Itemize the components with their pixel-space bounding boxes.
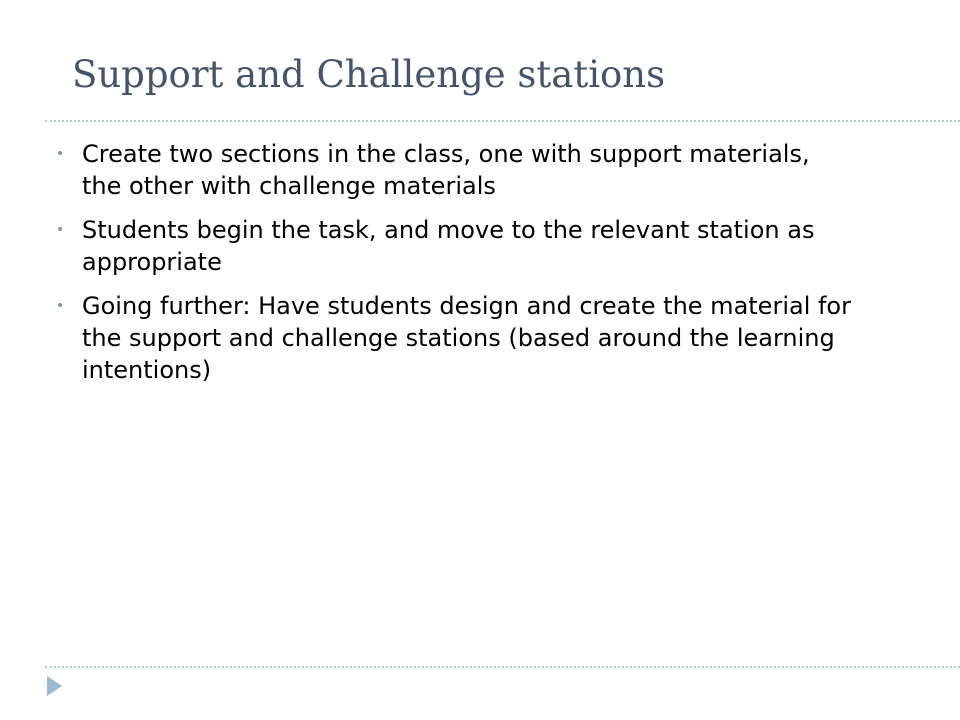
title-divider <box>45 120 960 122</box>
bullet-dot-icon: • <box>56 146 65 162</box>
bullet-text: Going further: Have students design and create the material for the support and challenge stations (based around the learning intentions) <box>82 292 851 384</box>
bullet-list <box>56 138 856 398</box>
bullet-dot-icon: • <box>56 222 65 238</box>
triangle-right-icon <box>47 676 62 696</box>
bullet-text: Create two sections in the class, one with support materials, the other with challenge materials <box>82 140 810 200</box>
slide-title: Support and Challenge stations <box>72 53 666 96</box>
bullet-item <box>56 138 856 202</box>
footer-divider <box>45 666 960 668</box>
bullet-item <box>56 214 856 278</box>
bullet-item <box>56 290 856 386</box>
bullet-text: Students begin the task, and move to the relevant station as appropriate <box>82 216 815 276</box>
bullet-dot-icon: • <box>56 298 65 314</box>
